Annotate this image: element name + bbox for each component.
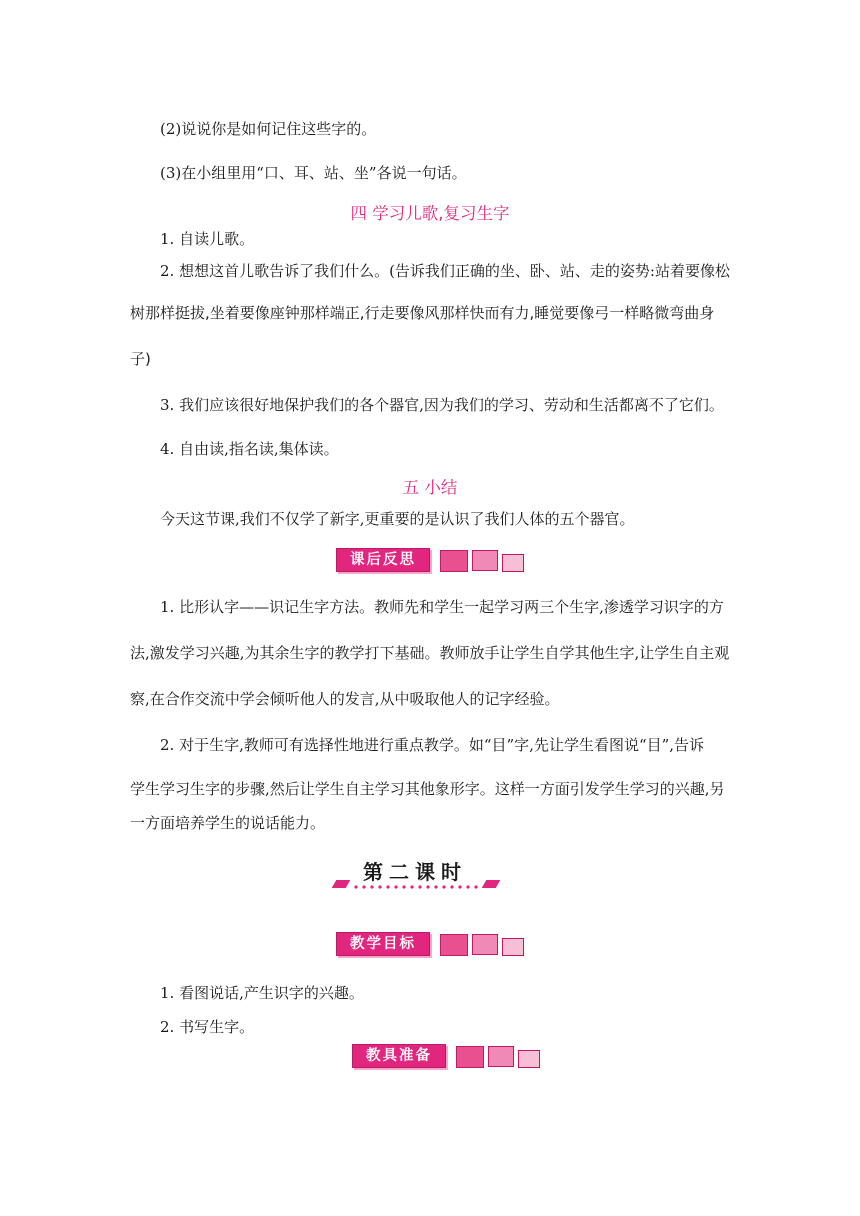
list-item: 2. 书写生字。 bbox=[160, 1018, 255, 1036]
paragraph-line: 一方面培养学生的说话能力。 bbox=[130, 814, 326, 832]
badge-label: 教学目标 bbox=[336, 932, 430, 956]
section-heading-4: 四 学习儿歌,复习生字 bbox=[350, 204, 510, 223]
list-item-continuation: 子) bbox=[130, 350, 151, 368]
paragraph-line: 察,在合作交流中学会倾听他人的发言,从中吸取他人的记字经验。 bbox=[130, 690, 560, 708]
badge-square bbox=[472, 550, 498, 571]
list-item: 1. 看图说话,产生识字的兴趣。 bbox=[160, 984, 364, 1002]
list-item-continuation: 树那样挺拔,坐着要像座钟那样端正,行走要像风那样快而有力,睡觉要像弓一样略微弯曲身 bbox=[130, 304, 715, 322]
title-ornament bbox=[332, 880, 351, 888]
paragraph-line: 学生学习生字的步骤,然后让学生自主学习其他象形字。这样一方面引发学生学习的兴趣,另 bbox=[130, 780, 725, 798]
objectives-badge bbox=[336, 932, 526, 958]
list-item: (2)说说你是如何记住这些字的。 bbox=[160, 120, 377, 138]
badge-square bbox=[456, 1046, 484, 1068]
paragraph-line: 1. 比形认字——识记生字方法。教师先和学生一起学习两三个生字,渗透学习识字的方 bbox=[160, 598, 724, 616]
paragraph-line: 法,激发学习兴趣,为其余生字的教学打下基础。教师放手让学生自学其他生字,让学生自主观 bbox=[130, 644, 730, 662]
section-heading-5: 五 小结 bbox=[402, 478, 458, 497]
badge-label: 课后反思 bbox=[336, 548, 430, 572]
badge-square bbox=[518, 1050, 540, 1068]
badge-square bbox=[440, 550, 468, 572]
list-item: 3. 我们应该很好地保护我们的各个器官,因为我们的学习、劳动和生活都离不了它们。 bbox=[160, 396, 724, 414]
badge-label: 教具准备 bbox=[352, 1044, 446, 1068]
title-underline bbox=[352, 884, 480, 890]
badge-square bbox=[502, 938, 524, 956]
lesson-title: 第二课时 bbox=[363, 860, 467, 884]
badge-square bbox=[472, 934, 498, 955]
list-item: 2. 想想这首儿歌告诉了我们什么。(告诉我们正确的坐、卧、站、走的姿势:站着要像松 bbox=[160, 262, 730, 280]
reflection-badge bbox=[336, 548, 526, 574]
paragraph-line: 2. 对于生字,教师可有选择性地进行重点教学。如“目”字,先让学生看图说“目”,告诉 bbox=[160, 736, 705, 754]
list-item: 4. 自由读,指名读,集体读。 bbox=[160, 440, 339, 458]
paragraph: 今天这节课,我们不仅学了新字,更重要的是认识了我们人体的五个器官。 bbox=[160, 510, 635, 528]
list-item: 1. 自读儿歌。 bbox=[160, 230, 255, 248]
title-ornament bbox=[482, 880, 501, 888]
badge-square bbox=[440, 934, 468, 956]
materials-badge bbox=[352, 1044, 542, 1070]
badge-square bbox=[502, 554, 524, 572]
list-item: (3)在小组里用“口、耳、站、坐”各说一句话。 bbox=[160, 164, 467, 182]
badge-square bbox=[488, 1046, 514, 1067]
